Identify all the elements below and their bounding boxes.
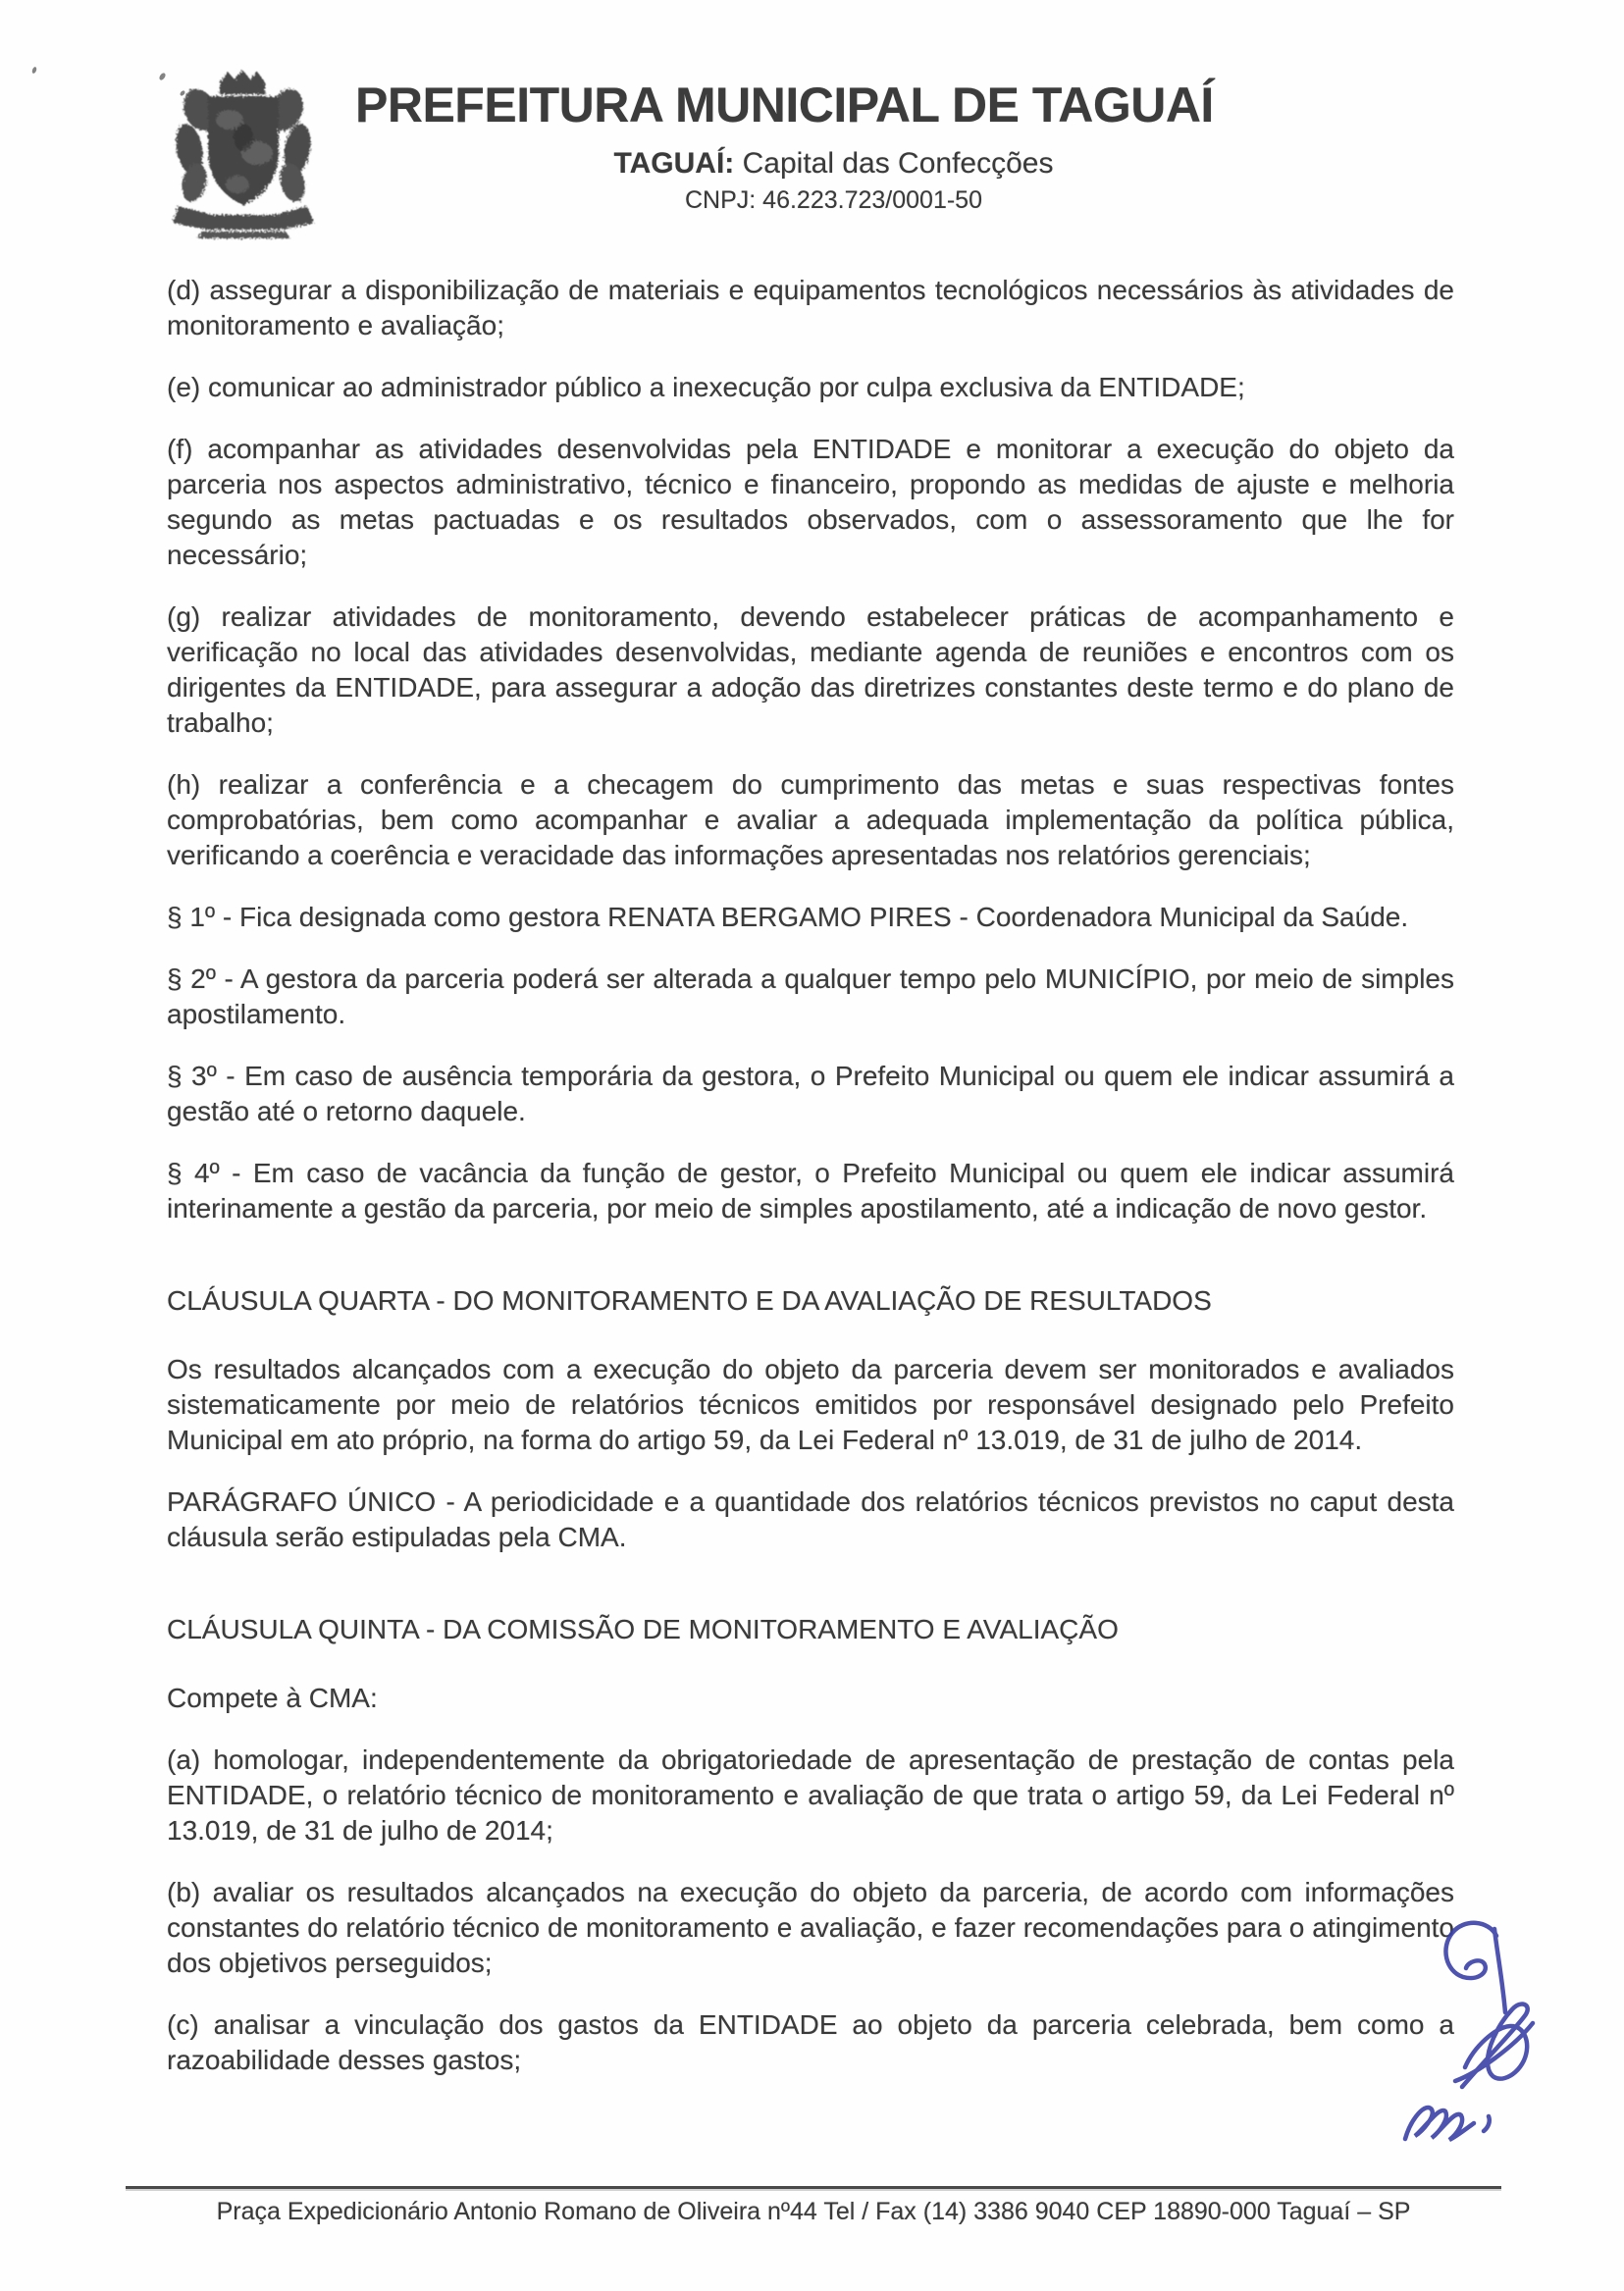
paragraph-sec2: § 2º - A gestora da parceria poderá ser alterada a qualquer tempo pelo MUNICÍPIO, por meio de simples apostilamento. — [167, 963, 1454, 1029]
paragraph-sec4: § 4º - Em caso de vacância da função de gestor, o Prefeito Municipal ou quem ele indicar assumirá interinamente a gestão da parceria, por meio de simples apostilamento, até a indicação de novo gestor. — [167, 1158, 1454, 1224]
paraph-scribble — [1405, 2108, 1474, 2140]
paragraph-a: (a) homologar, independentemente da obrigatoriedade de apresentação de prestação de contas pela ENTIDADE, o relatório técnico de monitoramento e avaliação de que trata o artigo 59, da Lei Federal nº 13.019, de 31 de julho de 2014; — [167, 1744, 1454, 1846]
paragraph-h: (h) realizar a conferência e a checagem do cumprimento das metas e suas respectivas fontes comprobatórias, bem como acompanhar e avaliar a adequada implementação da política pública, verificando a coerência e veracidade das informações apresentadas nos relatórios gerenciais; — [167, 769, 1454, 870]
paragraph-unico: PARÁGRAFO ÚNICO - A periodicidade e a quantidade dos relatórios técnicos previstos no caput desta cláusula serão estipuladas pela CMA. — [167, 1486, 1454, 1552]
document-content — [167, 273, 1454, 2105]
header-cnpj: CNPJ: 46.223.723/0001-50 — [685, 186, 982, 214]
subtitle-text: Capital das Confecções — [734, 147, 1054, 180]
paragraph-c: (c) analisar a vinculação dos gastos da ENTIDADE ao objeto da parceria celebrada, bem como a razoabilidade desses gastos; — [167, 2009, 1454, 2075]
clause-quarta-body: Os resultados alcançados com a execução do objeto da parceria devem ser monitorados e avaliados sistematicamente por meio de relatórios técnicos emitidos por responsável designado pelo Prefeito Municipal em ato próprio, na forma do artigo 59, da Lei Federal nº 13.019, de 31 de julho de 2014. — [167, 1354, 1454, 1455]
compete-line: Compete à CMA: — [167, 1683, 378, 1713]
handwritten-paraph-marks — [1369, 1859, 1624, 2163]
page-title: PREFEITURA MUNICIPAL DE TAGUAÍ — [355, 78, 1214, 132]
clause-quarta-heading: CLÁUSULA QUARTA - DO MONITORAMENTO E DA AVALIAÇÃO DE RESULTADOS — [167, 1285, 1212, 1316]
paragraph-sec1: § 1º - Fica designada como gestora RENATA BERGAMO PIRES - Coordenadora Municipal da Saúde. — [167, 902, 1409, 932]
paraph-scribble-comma — [1484, 2116, 1490, 2131]
clause-quinta-heading: CLÁUSULA QUINTA - DA COMISSÃO DE MONITORAMENTO E AVALIAÇÃO — [167, 1614, 1119, 1644]
footer-address: Praça Expedicionário Antonio Romano de Oliveira nº44 Tel / Fax (14) 3386 9040 CEP 18890-000 Taguaí – SP — [216, 2198, 1411, 2225]
header-subtitle — [355, 147, 1312, 181]
scan-speck — [31, 67, 37, 75]
paraph-loop-tail — [1494, 1929, 1505, 2012]
footer-divider — [126, 2186, 1501, 2189]
coat-of-arms-icon — [143, 59, 344, 245]
paragraph-f: (f) acompanhar as atividades desenvolvidas pela ENTIDADE e monitorar a execução do objeto da parceria nos aspectos administrativo, técnico e financeiro, propondo as medidas de ajuste e melhoria segundo as metas pactuadas e os resultados observados, com o assessoramento que lhe for necessário; — [167, 434, 1454, 570]
subtitle-label: TAGUAÍ: — [613, 147, 735, 180]
paraph-loop — [1445, 1923, 1496, 1978]
paragraph-b: (b) avaliar os resultados alcançados na execução do objeto da parceria, de acordo com informações constantes do relatório técnico de monitoramento e avaliação, e fazer recomendações para o atingimento dos objetivos perseguidos; — [167, 1877, 1454, 1978]
paragraph-e: (e) comunicar ao administrador público a inexecução por culpa exclusiva da ENTIDADE; — [167, 372, 1245, 402]
paragraph-sec3: § 3º - Em caso de ausência temporária da gestora, o Prefeito Municipal ou quem ele indicar assumirá a gestão até o retorno daquele. — [167, 1061, 1454, 1126]
paragraph-d: (d) assegurar a disponibilização de materiais e equipamentos tecnológicos necessários às atividades de monitoramento e avaliação; — [167, 275, 1454, 340]
paragraph-g: (g) realizar atividades de monitoramento, devendo estabelecer práticas de acompanhamento e verificação no local das atividades desenvolvidas, mediante agenda de reuniões e encontros com os dirigentes da ENTIDADE, para assegurar a adoção das diretrizes constantes deste termo e do plano de trabalho; — [167, 601, 1454, 738]
